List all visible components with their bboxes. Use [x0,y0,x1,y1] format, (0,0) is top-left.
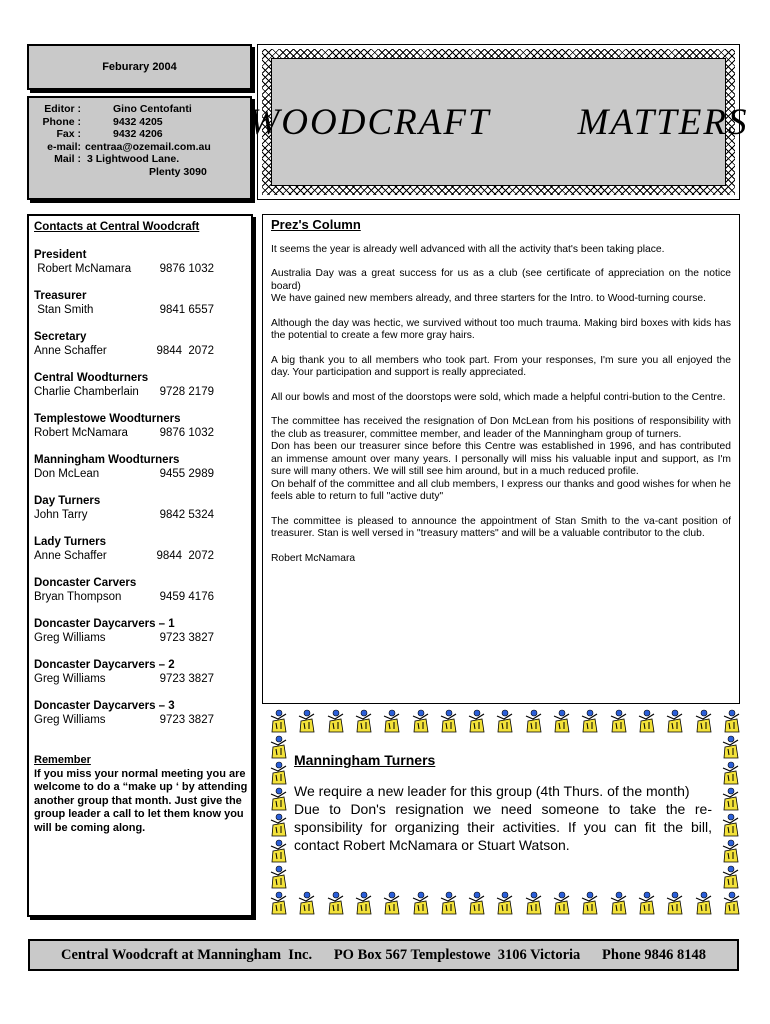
editor-value: Plenty 3090 [149,165,207,178]
footer-bar [28,939,739,971]
woodturner-figure-icon [691,708,715,734]
woodturner-figure-icon [323,708,347,734]
woodturner-figure-icon [718,786,742,812]
editor-label: Mail : [54,153,81,165]
contact-entry [34,412,246,440]
contact-name: Bryan Thompson [34,591,122,603]
woodturner-figure-icon [408,708,432,734]
editor-value[interactable]: centraa@ozemail.com.au [85,140,211,153]
contact-name: Greg Williams [34,673,106,685]
woodturner-figure-icon [266,760,290,786]
woodturner-figure-icon [718,812,742,838]
contact-role: President [34,249,87,261]
woodturner-figure-icon [634,708,658,734]
contact-role: Doncaster Daycarvers – 2 [34,659,175,671]
contact-entry [34,658,246,686]
prez-paragraph: The committee has received the resignation of Don McLean from his positions of responsibility with the club as treasurer, committee member, and leader of the Manningham group of turners. Don has been our treasurer since before this Centre was established in 1996, and has contributed an immense amount over many years. I personally will miss his valuable input and support, as I'm sure will many others. We will still see him around, but in a much reduced profile. On behalf of the committee and all club members, I express our thanks and good wishes for when he feels able to return to full "active duty" [271,416,731,502]
issue-date: Feburary 2004 [102,61,177,73]
newsletter-title: WOODCRAFT MATTERS [248,101,749,143]
woodturner-figure-icon [521,890,545,916]
woodturner-figure-icon [266,708,290,734]
woodturner-figure-icon [691,890,715,916]
woodturner-figure-icon [464,890,488,916]
woodturner-figure-icon [323,890,347,916]
contact-entry [34,617,246,645]
woodturner-figure-icon [379,890,403,916]
contact-role: Secretary [34,331,87,343]
contact-name: Robert McNamara [34,263,132,275]
woodturner-figure-icon [294,708,318,734]
woodturner-figure-icon [266,890,290,916]
contact-phone: 9723 3827 [159,714,214,726]
woodturner-figure-icon [492,890,516,916]
prez-column-title: Prez's Column [271,217,361,232]
contact-phone: 9841 6557 [159,304,214,316]
contact-entry [34,494,246,522]
woodturner-figure-icon [549,890,573,916]
contact-phone: 9459 4176 [159,591,214,603]
editor-row [33,103,246,116]
woodturner-figure-icon [718,864,742,890]
prez-paragraph: Although the day was hectic, we survived without too much trauma. Making bird boxes with kids has the potential to create a few more gray hairs. [271,317,731,341]
woodturner-figure-icon [662,890,686,916]
editor-value: Gino Centofanti [113,103,192,115]
woodturner-figure-icon [266,786,290,812]
editor-row [33,153,246,166]
contact-entry [34,330,246,358]
editor-row [33,116,246,129]
prez-paragraph: A big thank you to all members who took part. From your responses, I'm sure you all enjoyed the day. Your participation and support is really appreciated. [271,354,731,378]
woodturner-figure-icon [436,890,460,916]
contact-role: Doncaster Carvers [34,577,137,589]
contact-name: Charlie Chamberlain [34,386,139,398]
contact-role: Day Turners [34,495,101,507]
woodturner-figure-icon [718,760,742,786]
title-banner [248,44,749,200]
contact-phone: 9723 3827 [159,632,214,644]
contact-role: Templestowe Woodturners [34,413,181,425]
contact-phone: 9455 2989 [159,468,214,480]
woodturner-figure-icon [662,708,686,734]
woodturner-figure-icon [718,734,742,760]
prez-paragraph: Robert McNamara [271,552,356,564]
contacts-list [34,248,246,727]
prez-paragraph: The committee is pleased to announce the appointment of Stan Smith to the va-cant position of treasurer. Stan is well versed in "treasury matters" and will be a valuable contributor to the club. [271,515,731,539]
contact-role: Central Woodturners [34,372,149,384]
remember-text: If you miss your normal meeting you are welcome to do a “make up ‘ by attending another group that month. Just give the group leader a call to let them know you will be coming along. [34,767,248,834]
woodturner-figure-icon [266,838,290,864]
editor-label: Phone : [42,115,81,128]
editor-label: e-mail: [47,140,81,153]
editor-details [27,96,252,200]
editor-label: Editor : [44,103,81,115]
woodturner-figure-icon [521,708,545,734]
remember-title: Remember [34,754,91,766]
woodturner-figure-icon [436,708,460,734]
woodturner-figure-icon [719,708,743,734]
contact-role: Lady Turners [34,536,106,548]
contact-name: Anne Schaffer [34,345,107,357]
woodturner-figure-icon [634,890,658,916]
contact-phone: 9728 2179 [159,386,214,398]
turners-body: We require a new leader for this group (4th Thurs. of the month) Due to Don's resignation we need someone to take the re-sponsibility for organizing their activities. If you can fit the bill, contact Robert McNamara or Stuart Watson. [294,783,712,853]
contact-entry [34,248,246,276]
contact-name: Greg Williams [34,632,106,644]
woodturner-figure-icon [294,890,318,916]
woodturner-figure-icon [464,708,488,734]
editor-value: 9432 4206 [113,128,163,140]
turners-title: Manningham Turners [294,752,436,768]
contact-entry [34,453,246,481]
contact-entry [34,699,246,727]
woodturner-figure-icon [266,864,290,890]
contact-entry [34,535,246,563]
prez-paragraph: All our bowls and most of the doorstops were sold, which made a helpful contri-bution to the Centre. [271,391,726,403]
woodturner-figure-icon [606,708,630,734]
prez-paragraph: Australia Day was a great success for us as a club (see certificate of appreciation on the notice board) We have gained new members already, and three starters for the Intro. to Wood-turning course. [271,268,731,304]
woodturner-figure-icon [266,812,290,838]
woodturner-figure-icon [718,838,742,864]
contacts-heading: Contacts at Central Woodcraft [34,221,200,233]
editor-label [33,166,81,179]
prez-column [262,214,740,704]
contact-role: Treasurer [34,290,87,302]
contact-phone: 9723 3827 [159,673,214,685]
woodturner-figure-icon [351,708,375,734]
woodturner-figure-icon [351,890,375,916]
contact-role: Manningham Woodturners [34,454,180,466]
contact-entry [34,371,246,399]
contact-role: Doncaster Daycarvers – 1 [34,618,175,630]
contact-phone: 9844 2072 [156,345,214,357]
woodturner-figure-icon [266,734,290,760]
contact-role: Doncaster Daycarvers – 3 [34,700,175,712]
editor-row [33,128,246,141]
celtic-border-pattern [248,49,749,195]
manningham-turners-notice [262,706,740,916]
date-box [27,44,252,90]
woodturner-figure-icon [408,890,432,916]
woodturner-figure-icon [379,708,403,734]
editor-row [33,141,246,154]
woodturner-figure-icon [492,708,516,734]
woodturner-figure-icon [577,890,601,916]
contact-name: Greg Williams [34,714,106,726]
editor-row [33,166,246,179]
contact-phone: 9876 1032 [159,427,214,439]
contact-name: Stan Smith [34,304,94,316]
editor-value: 3 Lightwood Lane. [87,153,180,165]
prez-paragraph: It seems the year is already well advanced with all the activity that's been taking place. [271,243,665,255]
contact-name: Anne Schaffer [34,550,107,562]
contact-phone: 9876 1032 [159,263,214,275]
contact-phone: 9842 5324 [159,509,214,521]
contact-name: John Tarry [34,509,88,521]
editor-value: 9432 4205 [113,115,163,128]
footer-text: Central Woodcraft at Manningham Inc. PO Box 567 Templestowe 3106 Victoria Phone 9846 8148 [61,946,706,963]
prez-column-body [271,244,731,566]
contact-name: Robert McNamara [34,427,128,439]
woodturner-figure-icon [577,708,601,734]
contact-phone: 9844 2072 [156,550,214,562]
contacts-panel [27,214,253,917]
contact-entry [34,576,246,604]
woodturner-figure-icon [719,890,743,916]
contact-name: Don McLean [34,468,100,480]
contact-entry [34,289,246,317]
woodturner-figure-icon [549,708,573,734]
editor-label: Fax : [56,128,81,140]
woodturner-figure-icon [606,890,630,916]
remember-note [34,754,249,835]
